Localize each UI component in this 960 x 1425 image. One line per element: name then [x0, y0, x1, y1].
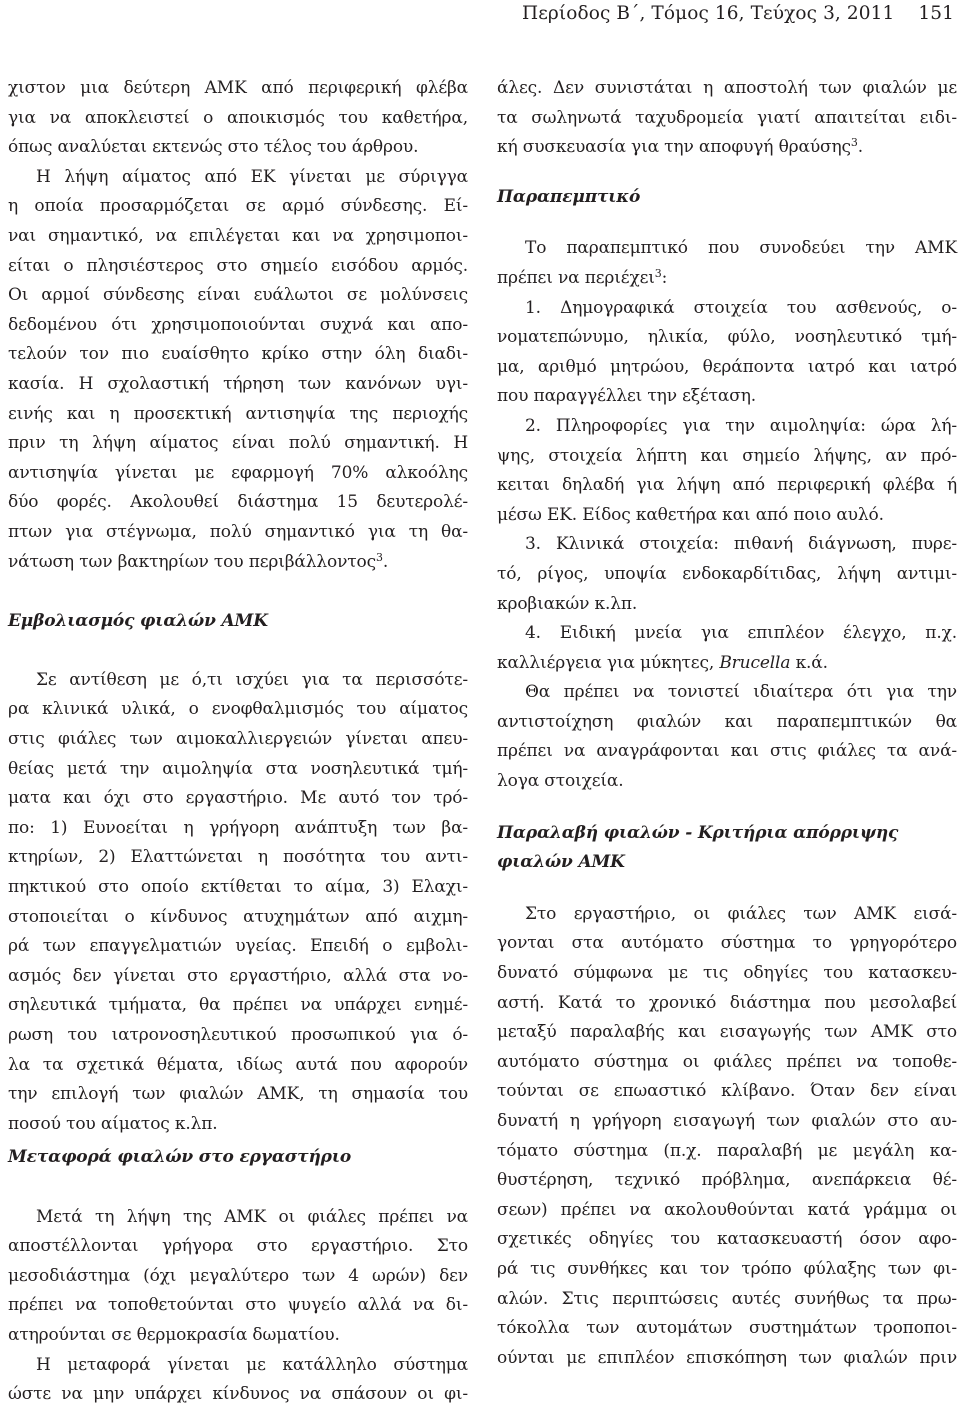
text-line: Η λήψη αίματος από ΕΚ γίνεται με σύριγγα [36, 166, 468, 187]
paragraph-inoculation [8, 666, 468, 1140]
text-line: πηκτικού στο οποίο εκτίθεται το αίμα, 3) Ελαχι- [8, 877, 468, 898]
text-line: στοποιείται ο κίνδυνος ατυχημάτων από αιχμη- [8, 906, 468, 927]
reference-superscript: 3 [375, 550, 383, 564]
text-line: κροβιακών κ.λπ. [497, 593, 638, 614]
text-line: θείας μετά την αιμοληψία στα νοσηλευτικά τμή- [8, 758, 468, 779]
list-item-clinical [497, 530, 957, 619]
paragraph-continued [8, 74, 468, 577]
spacer [8, 636, 468, 666]
text-line [8, 548, 468, 578]
text-line: δύο φορές. Ακολουθεί διάστημα 15 δευτερολέ- [8, 492, 468, 513]
text-line: που παραγγέλλει την εξέταση. [497, 386, 757, 407]
section-heading-inoculation: Εμβολιασμός φιαλών ΑΜΚ [8, 610, 268, 631]
text-line: ρωση του ιατρονοσηλευτικού προσωπικού για ό- [8, 1025, 468, 1045]
text-line: τελούν τον πιο ευαίσθητο κρίκο στην όλη διαδι- [8, 344, 468, 365]
spacer [497, 163, 957, 183]
paragraph-transport [8, 1203, 468, 1410]
right-column [497, 74, 957, 1373]
text-line: αστή. Κατά το χρονικό διάστημα που μεσολαβεί [497, 992, 957, 1013]
text-line: δυνατό σύμφωνα με τις οδηγίες του κατασκευ- [497, 963, 957, 984]
text-line: μέσω ΕΚ. Είδος καθετήρα και από ποιο αυλό. [497, 504, 884, 525]
text-line: Το παραπεμπτικό που συνοδεύει την ΑΜΚ [525, 238, 957, 259]
text-line: μεταξύ παραλαβής και εισαγωγής των ΑΜΚ στο [497, 1022, 957, 1043]
text-line: Η μεταφορά γίνεται με κατάλληλο σύστημα [36, 1354, 468, 1375]
text-line: πο: 1) Ευνοείται η γρήγορη ανάπτυξη των βα- [8, 817, 468, 838]
text-line: αντισηψία γίνεται με εφαρμογή 70% αλκοόλης [8, 462, 468, 483]
text-line: λογα στοιχεία. [497, 771, 624, 792]
running-header [522, 3, 954, 24]
reference-superscript: 3 [654, 266, 662, 280]
text-line-end: . [382, 551, 389, 572]
reference-superscript: 3 [850, 136, 858, 150]
text-line [497, 264, 957, 294]
text-line: τόκολλα των αυτομάτων συστημάτων τροποποι- [497, 1318, 957, 1339]
text-line: ναι σημαντικό, να επιλέγεται και να χρησιμοποι- [8, 225, 468, 246]
text-line: αυτόματο σύστημα οι φιάλες πρέπει να τοποθε- [497, 1051, 957, 1072]
text-line: δεδομένου ότι χρησιμοποιούνται συχνά και απο- [8, 314, 468, 335]
section-heading-receipt-cont: φιαλών ΑΜΚ [497, 852, 625, 873]
text-line: 3. Κλινικά στοιχεία: πιθανή διάγνωση, πυρε- [525, 534, 957, 555]
text-line: Θα πρέπει να τονιστεί ιδιαίτερα ότι για την [525, 682, 957, 703]
journal-citation: Περίοδος Β΄, Τόμος 16, Τεύχος 3, 2011 [522, 3, 895, 24]
text-line: γονται στα αυτόματο σύστημα το γρηγορότερο [497, 933, 957, 954]
text-line: δυνατή η γρήγορη εισαγωγή των φιαλών στο αυ- [497, 1111, 957, 1131]
page-number: 151 [918, 3, 954, 24]
text-line-end: . [857, 137, 863, 158]
text-line: μεσοδιάστημα (όχι μεγαλύτερο των 4 ωρών) δεν [8, 1265, 468, 1286]
text-line-end: : [661, 267, 668, 288]
spacer [497, 878, 957, 900]
paragraph-continued-right [497, 74, 957, 163]
text-line: ρα κλινικά υλικά, ο ενοφθαλμισμός του αίματος [8, 699, 468, 720]
text-line: ρά των επαγγελματιών υγείας. Επειδή ο εμβολι- [8, 936, 468, 957]
paragraph-referral [497, 234, 957, 293]
text-line: ούνται με επιπλέον επισκόπηση των φιαλών πριν [497, 1347, 957, 1368]
text-line-body: πρέπει να περιέχει [497, 267, 655, 288]
text-line: Στο εργαστήριο, οι φιάλες των ΑΜΚ εισά- [525, 903, 957, 924]
text-line: νοματεπώνυμο, ηλικία, φύλο, νοσηλευτικό τμή- [497, 327, 957, 348]
text-line: όπως αναλύεται εκτενώς στο τέλος του άρθρου. [8, 137, 419, 158]
text-line: 4. Ειδική μνεία για επιπλέον έλεγχο, π.χ. [525, 623, 957, 644]
spacer [497, 797, 957, 819]
text-line: την επιλογή των φιαλών ΑΜΚ, τη σημασία του [8, 1084, 468, 1105]
text-line: για να αποκλειστεί ο αποικισμός του καθετήρα, [8, 107, 468, 128]
text-line: χιστον μια δεύτερη ΑΜΚ από περιφερική φλέβα [8, 78, 468, 98]
text-line [497, 133, 957, 163]
text-line: ατηρούνται σε θερμοκρασία δωματίου. [8, 1324, 340, 1345]
text-line: τούνται σε επωαστικό κλίβανο. Όταν δεν είναι [497, 1081, 957, 1102]
text-line: σχετικές οδηγίες του κατασκευαστή όσον αφο- [497, 1229, 957, 1250]
text-line: Οι αρμοί σύνδεσης είναι ευάλωτοι σε μολύνσεις [8, 285, 468, 306]
text-line: 2. Πληροφορίες για την αιμοληψία: ώρα λή- [525, 415, 957, 436]
section-heading-transport: Μεταφορά φιαλών στο εργαστήριο [8, 1147, 352, 1168]
spacer [8, 577, 468, 607]
text-line [497, 649, 957, 679]
section-heading-referral: Παραπεμπτικό [497, 186, 641, 207]
text-line: τό, ρίγος, υποψία ενδοκαρδίτιδας, λήψη αντιμι- [497, 563, 957, 584]
text-line: πτων για στέγνωμα, πολύ σημαντικό για τη θα- [8, 521, 468, 542]
text-line: εινής και η προσεκτική αντισηψία της περιοχής [8, 403, 468, 424]
text-line: τόματο σύστημα (π.χ. παραλαβή με μεγάλη κα- [497, 1140, 957, 1161]
text-line: ρά τις συνθήκες και τον τρόπο φύλαξης των φι- [497, 1258, 957, 1279]
text-line: ασμός δεν γίνεται στο εργαστήριο, αλλά στα νο- [8, 965, 468, 986]
text-line: είται ο πλησιέστερος στο σημείο εισόδου αρμός. [8, 255, 468, 276]
text-line: τα σωληνωτά ταχυδρομεία γιατί απαιτείται ειδι- [497, 107, 957, 128]
text-line: πρέπει να τοποθετούνται στο ψυγείο αλλά να δι- [8, 1295, 468, 1316]
text-line-body: νάτωση των βακτηρίων του περιβάλλοντος [8, 551, 376, 572]
section-heading-receipt: Παραλαβή φιαλών - Κριτήρια απόρριψης [497, 822, 899, 843]
text-line: πρέπει να αναγράφονται και στις φιάλες τα ανά- [497, 741, 957, 762]
text-line: αποστέλλονται γρήγορα στο εργαστήριο. Στο [8, 1236, 468, 1257]
list-item-special [497, 619, 957, 678]
text-line: άλες. Δεν συνιστάται η αποστολή των φιαλών με [497, 78, 957, 98]
text-line: ψης, στοιχεία λήπτη και σημείο λήψης, αν πρό- [497, 445, 957, 466]
list-item-demographics [497, 294, 957, 412]
organism-name: Brucella [719, 652, 791, 673]
spacer [497, 212, 957, 234]
spacer [8, 1173, 468, 1203]
text-line: σηλευτικά τμήματα, θα πρέπει να υπάρχει ενημέ- [8, 995, 468, 1016]
text-line: πριν τη λήψη αίματος είναι πολύ σημαντική. Η [8, 433, 468, 454]
text-line: σεων) πρέπει να ακολουθούνται κατά γράμμα οι [497, 1199, 957, 1220]
left-column [8, 74, 468, 1410]
text-line: Σε αντίθεση με ό,τι ισχύει για τα περισσότε- [36, 669, 468, 690]
text-line: Μετά τη λήψη της ΑΜΚ οι φιάλες πρέπει να [36, 1206, 468, 1227]
text-line: αλών. Στις περιπτώσεις αυτές συνήθως τα πρω- [497, 1288, 957, 1309]
text-line: κασία. Η σχολαστική τήρηση των κανόνων υγι- [8, 373, 468, 394]
text-line: κειται δηλαδή για λήψη από περιφερική φλέβα ή [497, 475, 957, 496]
text-line: η οποία προσαρμόζεται σε αρμό σύνδεσης. Εί- [8, 196, 468, 217]
paragraph-note [497, 678, 957, 796]
text-line: θυστέρηση, τεχνικό πρόβλημα, ανεπάρκεια θέ- [497, 1170, 957, 1191]
text-line: μα, αριθμό μητρώου, θεράποντα ιατρό και ιατρό [497, 356, 957, 377]
list-item-sampling [497, 412, 957, 530]
text-line: κτηρίων, 2) Ελαττώνεται η ποσότητα του αντι- [8, 847, 468, 868]
text-line: λα τα σχετικά θέματα, ιδίως αυτά που αφορούν [8, 1054, 468, 1075]
text-line: ώστε να μην υπάρχει κίνδυνος να σπάσουν οι φι- [8, 1384, 468, 1405]
text-line: ματα και όχι στο εργαστήριο. Με αυτό τον τρό- [8, 788, 468, 809]
text-line-body: καλλιέργεια για μύκητες, [497, 652, 720, 673]
text-line-body: κή συσκευασία για την αποφυγή θραύσης [497, 137, 851, 158]
text-line: αντιστοίχηση φιαλών και παραπεμπτικών θα [497, 711, 957, 732]
paragraph-receipt [497, 900, 957, 1374]
text-line: ποσού του αίματος κ.λπ. [8, 1113, 218, 1134]
text-line-end: κ.ά. [790, 652, 828, 673]
text-line: 1. Δημογραφικά στοιχεία του ασθενούς, ο- [525, 297, 957, 318]
text-line: στις φιάλες των αιμοκαλλιεργειών γίνεται απευ- [8, 729, 468, 750]
